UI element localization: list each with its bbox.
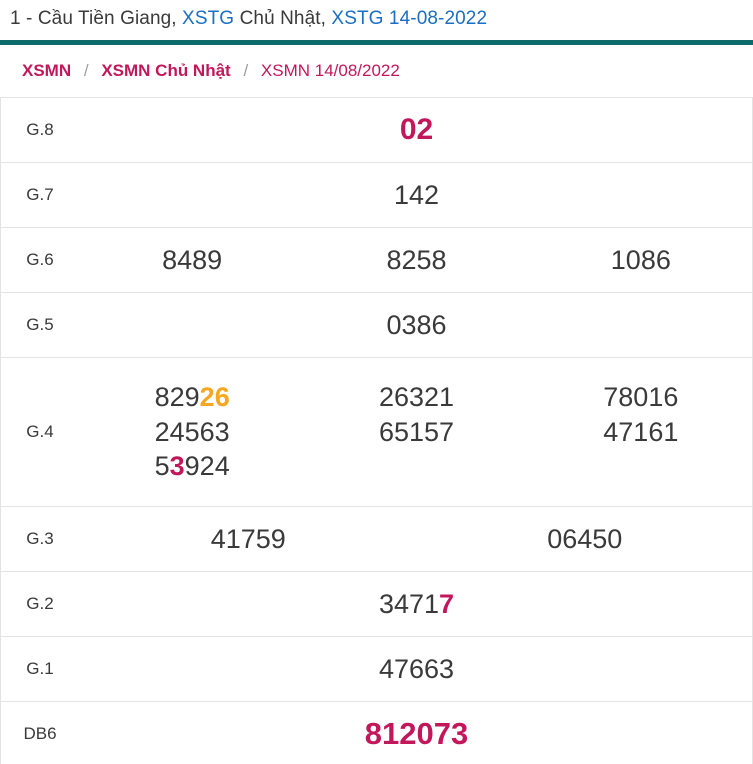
prize-values (80, 293, 753, 358)
prize-number: 65157 (378, 416, 455, 447)
prize-label: G.7 (0, 163, 80, 228)
prize-label: G.6 (0, 228, 80, 293)
prize-number: 78016 (603, 381, 679, 412)
breadcrumb-item-xsmn-chu-nhat[interactable]: XSMN Chủ Nhật (101, 61, 231, 80)
title-link-xstg-date[interactable]: XSTG 14-08-2022 (331, 8, 488, 29)
prize-number: 02 (399, 112, 434, 146)
prize-number-empty (529, 450, 753, 483)
prize-number: 47663 (378, 653, 455, 684)
prize-number-highlighted: 82926 (154, 381, 230, 412)
table-row (0, 572, 753, 637)
lottery-results-table-wrap (0, 97, 753, 764)
prize-label: G.4 (0, 358, 80, 507)
prize-values (80, 702, 753, 764)
prize-label: G.1 (0, 637, 80, 702)
prize-number: 06450 (547, 523, 623, 554)
prize-number-empty (304, 450, 528, 483)
title-link-xstg[interactable]: XSTG (182, 8, 235, 29)
prize-label: G.5 (0, 293, 80, 358)
lottery-results-table (0, 97, 753, 764)
table-row (0, 702, 753, 764)
prize-number-highlighted: 53924 (154, 451, 230, 482)
prize-label: G.8 (0, 98, 80, 163)
prize-line (80, 416, 753, 449)
breadcrumb-separator: / (83, 61, 89, 80)
breadcrumb-separator: / (243, 61, 249, 80)
breadcrumb-item-xsmn[interactable]: XSMN (22, 61, 72, 80)
breadcrumb-item-xsmn-date[interactable]: XSMN 14/08/2022 (260, 61, 400, 80)
page-title-prefix: 1 - Cầu Tiền Giang, (10, 8, 177, 29)
table-row (0, 637, 753, 702)
prize-number: 812073 (364, 716, 469, 752)
prize-values (80, 228, 753, 293)
table-row (0, 228, 753, 293)
table-left-border (0, 97, 1, 764)
prize-number: 0386 (386, 309, 447, 340)
prize-number-highlighted: 34717 (378, 588, 455, 619)
table-row (0, 98, 753, 163)
prize-number: 41759 (210, 523, 286, 554)
prize-values (80, 572, 753, 637)
prize-number: 26321 (378, 381, 455, 412)
breadcrumb (0, 45, 753, 97)
prize-number: 142 (393, 179, 440, 210)
prize-values (80, 98, 753, 163)
page-title-mid: Chủ Nhật, (239, 8, 327, 29)
table-row (0, 358, 753, 507)
prize-values (80, 637, 753, 702)
table-row (0, 293, 753, 358)
prize-values (80, 358, 753, 507)
prize-number: 8258 (386, 244, 447, 275)
table-row (0, 163, 753, 228)
page-title (0, 0, 753, 40)
prize-number: 1086 (610, 244, 671, 275)
prize-label: G.3 (0, 507, 80, 572)
prize-line (80, 450, 753, 483)
table-row (0, 507, 753, 572)
prize-number: 24563 (154, 416, 230, 447)
prize-label: DB6 (0, 702, 80, 764)
prize-number: 8489 (162, 244, 223, 275)
prize-values (80, 163, 753, 228)
prize-line (80, 381, 753, 414)
prize-values (80, 507, 753, 572)
prize-label: G.2 (0, 572, 80, 637)
prize-number: 47161 (603, 416, 679, 447)
